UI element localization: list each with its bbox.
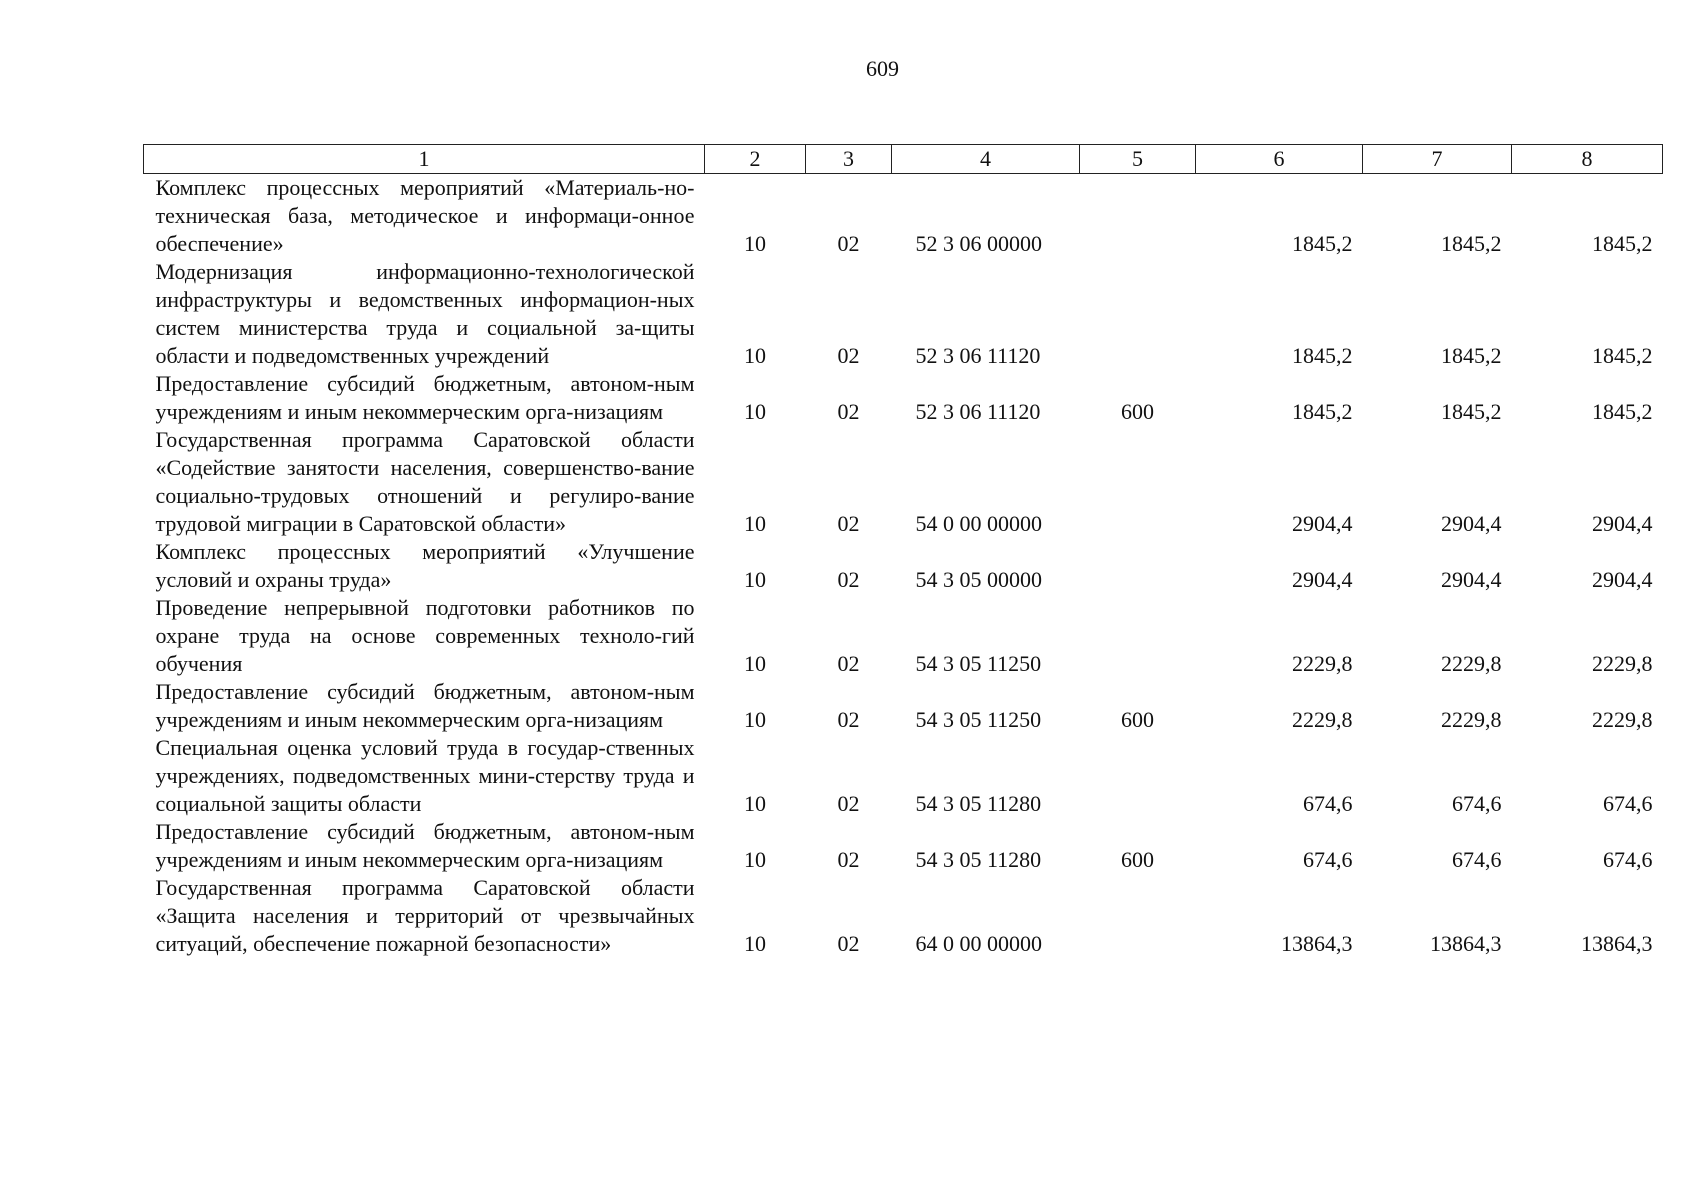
target-article-code: 54 3 05 11280 [915, 847, 1042, 872]
item-name: Государственная программа Саратовской области «Содействие занятости населения, совершенство-вание социально-трудовых отношений и регулиро-вание трудовой миграции в Саратовской области» [155, 427, 695, 536]
column-header-7: 7 [1363, 145, 1512, 174]
amount-col7: 13864,3 [1430, 931, 1502, 956]
subsection-code: 02 [837, 847, 860, 872]
amount-col7: 1845,2 [1441, 231, 1502, 256]
table-row [144, 174, 1663, 259]
amount-col8: 1845,2 [1592, 399, 1653, 424]
page-number: 609 [866, 56, 899, 81]
item-name: Комплекс процессных мероприятий «Улучшение условий и охраны труда» [155, 539, 695, 592]
amount-col8: 2904,4 [1592, 511, 1653, 536]
item-name: Модернизация информационно-технологической инфраструктуры и ведомственных информацион-ных систем министерства труда и социальной за-щиты области и подведомственных учреждений [155, 259, 695, 368]
target-article-code: 54 3 05 11250 [915, 707, 1042, 732]
column-header-4: 4 [892, 145, 1080, 174]
amount-col6: 13864,3 [1281, 931, 1353, 956]
section-code: 10 [744, 651, 766, 676]
column-header-1: 1 [144, 145, 705, 174]
target-article-code: 54 3 05 11250 [915, 651, 1042, 676]
amount-col8: 13864,3 [1581, 931, 1653, 956]
expense-type-code [1080, 874, 1196, 958]
amount-col8: 1845,2 [1592, 343, 1653, 368]
amount-col6: 2904,4 [1292, 567, 1353, 592]
table-row [144, 370, 1663, 426]
subsection-code: 02 [837, 931, 860, 956]
amount-col8: 674,6 [1603, 847, 1653, 872]
amount-col6: 2904,4 [1292, 511, 1353, 536]
section-code: 10 [744, 567, 766, 592]
expense-type-code [1080, 594, 1196, 678]
section-code: 10 [744, 931, 766, 956]
amount-col6: 1845,2 [1292, 399, 1353, 424]
column-header-6: 6 [1196, 145, 1363, 174]
item-name: Предоставление субсидий бюджетным, автоном-ным учреждениям и иным некоммерческим орга-низациям [155, 679, 695, 732]
subsection-code: 02 [837, 511, 860, 536]
amount-col7: 2904,4 [1441, 567, 1502, 592]
item-name: Предоставление субсидий бюджетным, автоном-ным учреждениям и иным некоммерческим орга-низациям [155, 819, 695, 872]
amount-col7: 674,6 [1452, 791, 1502, 816]
table-row [144, 426, 1663, 538]
subsection-code: 02 [837, 651, 860, 676]
expense-type-code [1080, 538, 1196, 594]
table-row [144, 594, 1663, 678]
column-header-3: 3 [806, 145, 892, 174]
budget-table [143, 144, 1663, 958]
section-code: 10 [744, 399, 766, 424]
section-code: 10 [744, 847, 766, 872]
expense-type-code [1080, 426, 1196, 538]
amount-col6: 1845,2 [1292, 343, 1353, 368]
column-header-8: 8 [1512, 145, 1663, 174]
table-row [144, 818, 1663, 874]
subsection-code: 02 [837, 567, 860, 592]
section-code: 10 [744, 231, 766, 256]
item-name: Предоставление субсидий бюджетным, автоном-ным учреждениям и иным некоммерческим орга-низациям [155, 371, 695, 424]
subsection-code: 02 [837, 791, 860, 816]
target-article-code: 52 3 06 00000 [915, 231, 1042, 256]
amount-col6: 674,6 [1303, 791, 1353, 816]
target-article-code: 54 3 05 00000 [915, 567, 1042, 592]
expense-type-code: 600 [1121, 399, 1154, 424]
amount-col7: 674,6 [1452, 847, 1502, 872]
amount-col7: 1845,2 [1441, 343, 1502, 368]
subsection-code: 02 [837, 231, 860, 256]
item-name: Комплекс процессных мероприятий «Материаль-но-техническая база, методическое и информаци-онное обеспечение» [155, 175, 695, 256]
amount-col7: 2904,4 [1441, 511, 1502, 536]
amount-col8: 2229,8 [1592, 707, 1653, 732]
amount-col7: 1845,2 [1441, 399, 1502, 424]
table-body [144, 174, 1663, 959]
amount-col8: 1845,2 [1592, 231, 1653, 256]
amount-col6: 674,6 [1303, 847, 1353, 872]
subsection-code: 02 [837, 707, 860, 732]
subsection-code: 02 [837, 399, 860, 424]
target-article-code: 52 3 06 11120 [915, 343, 1041, 368]
amount-col6: 2229,8 [1292, 651, 1353, 676]
section-code: 10 [744, 511, 766, 536]
amount-col7: 2229,8 [1441, 707, 1502, 732]
target-article-code: 54 3 05 11280 [915, 791, 1042, 816]
expense-type-code: 600 [1121, 707, 1154, 732]
expense-type-code [1080, 174, 1196, 259]
section-code: 10 [744, 343, 766, 368]
expense-type-code [1080, 258, 1196, 370]
table-row [144, 258, 1663, 370]
column-header-5: 5 [1080, 145, 1196, 174]
section-code: 10 [744, 791, 766, 816]
target-article-code: 54 0 00 00000 [915, 511, 1042, 536]
expense-type-code: 600 [1121, 847, 1154, 872]
amount-col7: 2229,8 [1441, 651, 1502, 676]
amount-col8: 674,6 [1603, 791, 1653, 816]
table-row [144, 538, 1663, 594]
table-row [144, 734, 1663, 818]
table-row [144, 678, 1663, 734]
amount-col8: 2229,8 [1592, 651, 1653, 676]
table-row [144, 874, 1663, 958]
item-name: Проведение непрерывной подготовки работников по охране труда на основе современных техноло-гий обучения [155, 595, 695, 676]
column-header-2: 2 [705, 145, 806, 174]
amount-col6: 1845,2 [1292, 231, 1353, 256]
target-article-code: 52 3 06 11120 [915, 399, 1041, 424]
table-header [144, 145, 1663, 174]
amount-col8: 2904,4 [1592, 567, 1653, 592]
subsection-code: 02 [837, 343, 860, 368]
item-name: Специальная оценка условий труда в государ-ственных учреждениях, подведомственных мини-стерству труда и социальной защиты области [155, 735, 695, 816]
header-row [144, 145, 1663, 174]
section-code: 10 [744, 707, 766, 732]
item-name: Государственная программа Саратовской области «Защита населения и территорий от чрезвычайных ситуаций, обеспечение пожарной безопасности» [155, 875, 695, 956]
expense-type-code [1080, 734, 1196, 818]
target-article-code: 64 0 00 00000 [915, 931, 1042, 956]
amount-col6: 2229,8 [1292, 707, 1353, 732]
